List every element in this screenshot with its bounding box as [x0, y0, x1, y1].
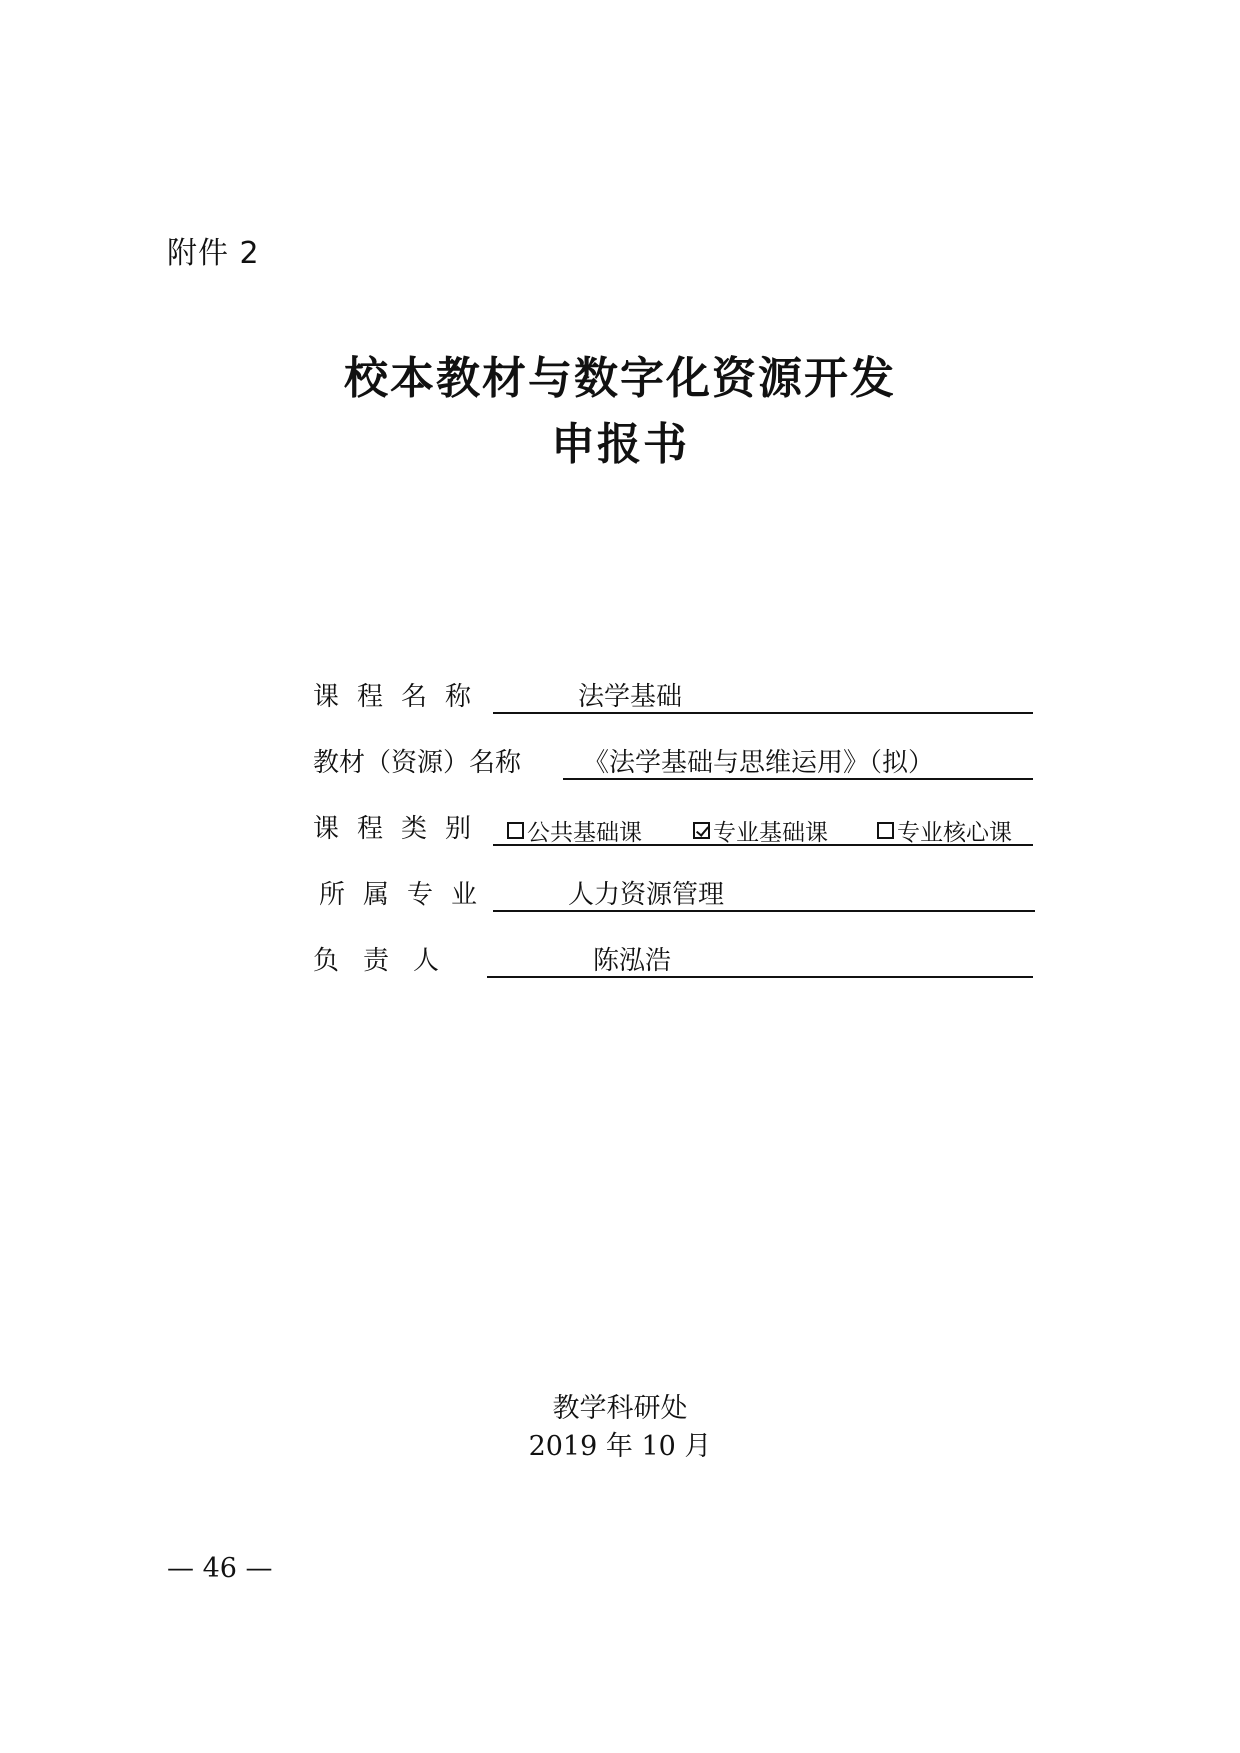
document-title: 校本教材与数字化资源开发	[344, 353, 896, 404]
document-subtitle: 申报书	[551, 419, 689, 470]
major-field[interactable]	[493, 874, 1035, 912]
unchecked-box-icon[interactable]	[877, 822, 894, 839]
course-name-field[interactable]	[493, 676, 1033, 714]
course-category-field	[493, 808, 1033, 846]
category-option-professional-core[interactable]	[877, 814, 1012, 847]
material-name-field[interactable]	[563, 742, 1033, 780]
issue-date: 2019 年 10 月	[528, 1431, 712, 1462]
material-name-value: 《法学基础与思维运用》（拟）	[583, 748, 935, 778]
category-option-public[interactable]	[507, 814, 642, 847]
checked-box-icon[interactable]	[693, 822, 710, 839]
category-option-label: 公共基础课	[527, 820, 642, 846]
unchecked-box-icon[interactable]	[507, 822, 524, 839]
major-label: 所属专业	[319, 880, 496, 910]
course-name-label: 课程名称	[313, 682, 490, 712]
category-option-label: 专业核心课	[897, 820, 1012, 846]
person-in-charge-field[interactable]	[487, 940, 1033, 978]
issuing-office: 教学科研处	[552, 1393, 688, 1424]
major-value: 人力资源管理	[568, 880, 725, 910]
course-category-label: 课程类别	[313, 814, 490, 844]
course-name-value: 法学基础	[578, 682, 683, 712]
category-option-label: 专业基础课	[713, 820, 828, 846]
person-in-charge-label: 负责人	[313, 946, 464, 976]
page-number: — 46 —	[167, 1553, 273, 1584]
person-in-charge-value: 陈泓浩	[593, 946, 672, 976]
category-option-professional-basic[interactable]	[693, 814, 828, 847]
material-name-label: 教材（资源）名称	[313, 748, 522, 778]
attachment-label: 附件 2	[167, 236, 260, 271]
